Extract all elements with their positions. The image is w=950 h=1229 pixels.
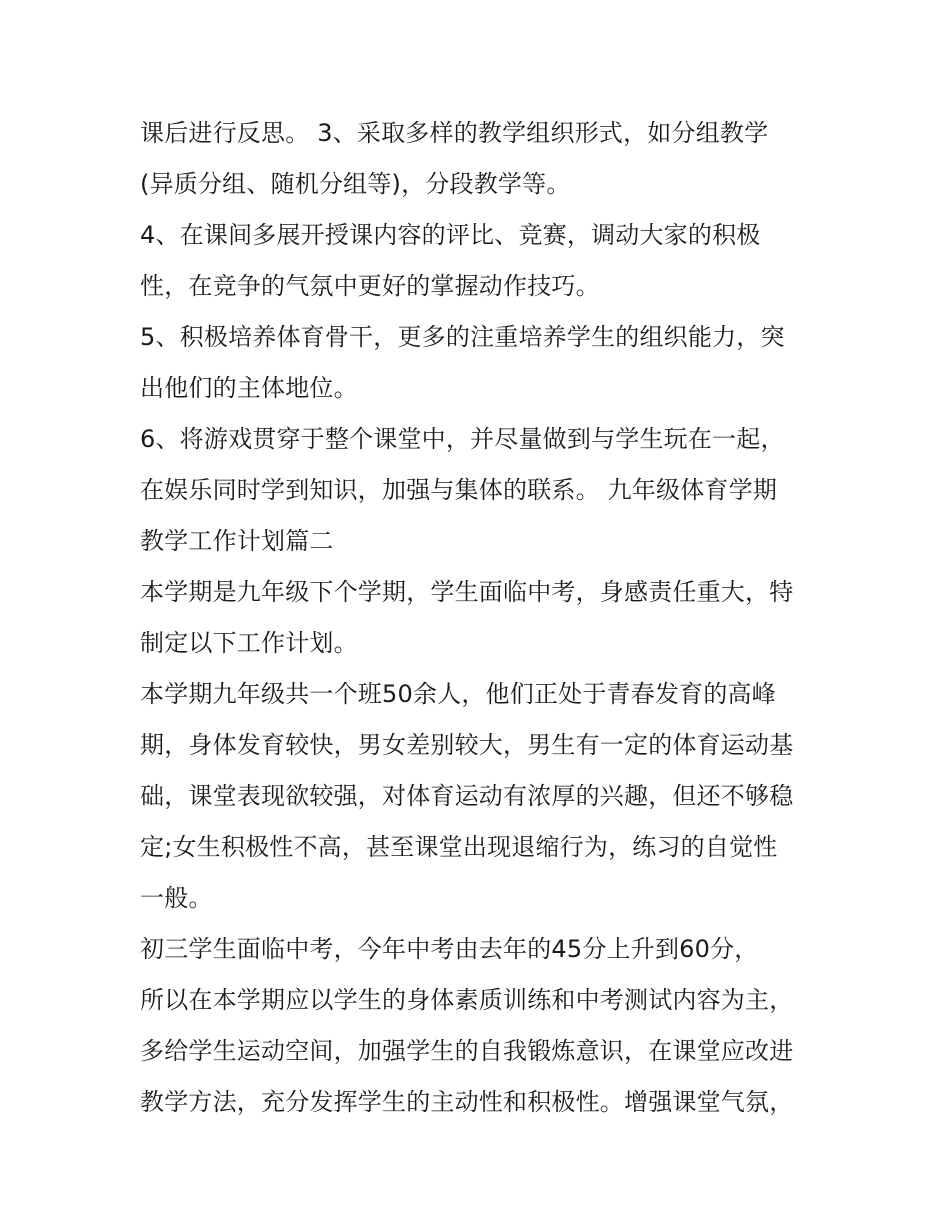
text-line: 定;女生积极性不高，甚至课堂出现退缩行为，练习的自觉性 — [140, 833, 778, 861]
text-line: 课后进行反思。 3、采取多样的教学组织形式，如分组教学 — [140, 119, 769, 147]
text-line: 性，在竞争的气氛中更好的掌握动作技巧。 — [140, 272, 600, 300]
text-line: 在娱乐同时学到知识，加强与集体的联系。 九年级体育学期 — [140, 476, 778, 504]
text-line: 一般。 — [140, 884, 213, 912]
text-line: 本学期九年级共一个班50余人，他们正处于青春发育的高峰 — [140, 680, 776, 708]
text-line: 制定以下工作计划。 — [140, 629, 358, 657]
text-line: 期，身体发育较快，男女差别较大，男生有一定的体育运动基 — [140, 731, 794, 759]
text-line: 6、将游戏贯穿于整个课堂中，并尽量做到与学生玩在一起， — [140, 425, 785, 453]
text-line: 5、积极培养体育骨干，更多的注重培养学生的组织能力，突 — [140, 323, 785, 351]
text-line: 础，课堂表现欲较强，对体育运动有浓厚的兴趣，但还不够稳 — [140, 782, 794, 810]
text-line: 多给学生运动空间，加强学生的自我锻炼意识，在课堂应改进 — [140, 1037, 794, 1065]
document-body — [140, 108, 830, 1128]
text-line: 本学期是九年级下个学期，学生面临中考，身感责任重大，特 — [140, 578, 794, 606]
text-line: 所以在本学期应以学生的身体素质训练和中考测试内容为主， — [140, 986, 794, 1014]
text-line: (异质分组、随机分组等)，分段教学等。 — [140, 170, 571, 198]
text-line: 教学方法，充分发挥学生的主动性和积极性。增强课堂气氛， — [140, 1088, 794, 1116]
text-line: 出他们的主体地位。 — [140, 374, 358, 402]
text-line: 教学工作计划篇二 — [140, 527, 334, 555]
text-line: 初三学生面临中考，今年中考由去年的45分上升到60分， — [140, 935, 759, 963]
text-line: 4、在课间多展开授课内容的评比、竞赛，调动大家的积极 — [140, 221, 761, 249]
